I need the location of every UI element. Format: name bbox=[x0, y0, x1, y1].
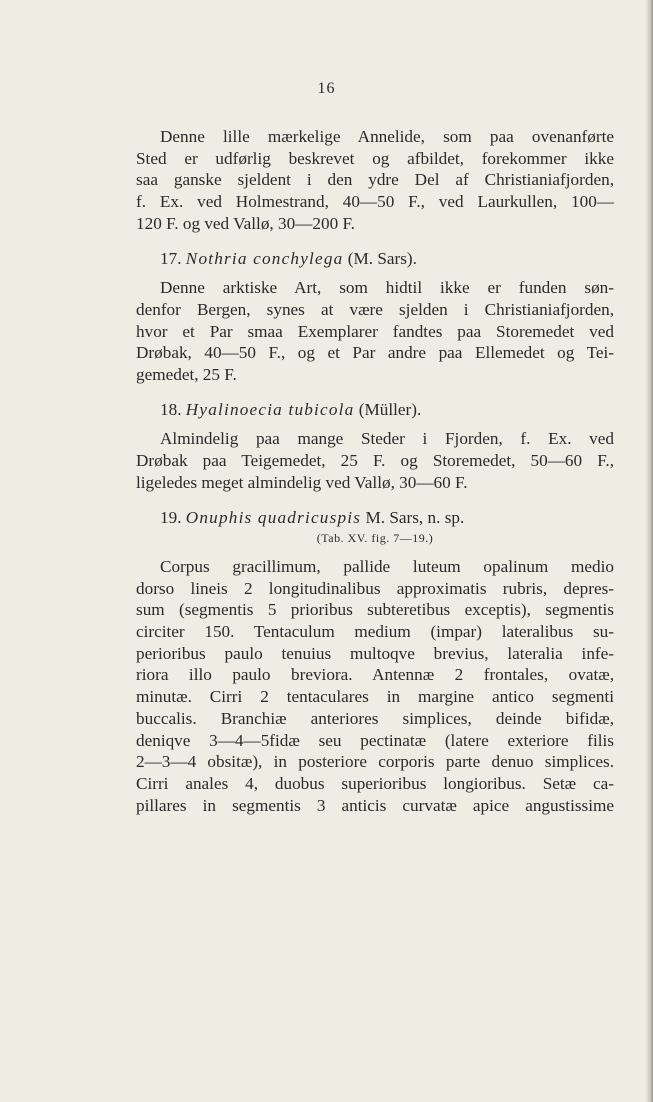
body-text bbox=[136, 126, 614, 816]
species-author: (M. Sars). bbox=[347, 248, 417, 268]
species-19-paragraph bbox=[136, 556, 614, 816]
species-number: 18. bbox=[160, 399, 182, 419]
species-heading-18 bbox=[136, 399, 614, 421]
text-line: dorso lineis 2 longitudinalibus approximatis rubris, depres- bbox=[136, 578, 614, 598]
page-edge bbox=[645, 0, 653, 1102]
plate-reference: (Tab. XV. fig. 7—19.) bbox=[316, 531, 434, 546]
text-line: pillares in segmentis 3 anticis curvatæ apice angustissime bbox=[136, 795, 614, 815]
text-line: f. Ex. ved Holmestrand, 40—50 F., ved Laurkullen, 100— bbox=[136, 192, 614, 212]
text-line: Almindelig paa mange Steder i Fjorden, f. Ex. ved bbox=[160, 429, 614, 449]
species-author: (Müller). bbox=[358, 399, 422, 419]
text-line: Denne lille mærkelige Annelide, som paa ovenanførte bbox=[160, 127, 614, 146]
text-line: Drøbak, 40—50 F., og et Par andre paa Ellemedet og Tei- bbox=[136, 343, 614, 363]
text-line: Sted er udførlig beskrevet og afbildet, forekommer ikke bbox=[136, 148, 614, 168]
text-line: hvor et Par smaa Exemplarer fandtes paa Storemedet ved bbox=[136, 321, 614, 341]
species-number: 17. bbox=[160, 248, 182, 268]
species-heading-17 bbox=[136, 248, 614, 270]
text-line: minutæ. Cirri 2 tentaculares in margine antico segmenti bbox=[136, 687, 614, 707]
text-line: circiter 150. Tentaculum medium (impar) lateralibus su- bbox=[136, 622, 614, 642]
species-author: M. Sars, n. sp. bbox=[365, 507, 465, 527]
species-name: Onuphis quadricuspis bbox=[185, 507, 362, 527]
species-18-paragraph bbox=[136, 428, 614, 493]
species-name: Nothria conchylega bbox=[185, 248, 344, 268]
text-line: riora illo paulo breviora. Antennæ 2 frontales, ovatæ, bbox=[136, 665, 614, 685]
species-17-paragraph bbox=[136, 277, 614, 386]
text-line: sum (segmentis 5 prioribus subteretibus exceptis), segmentis bbox=[136, 600, 614, 620]
intro-paragraph bbox=[136, 126, 614, 235]
text-line: Denne arktiske Art, som hidtil ikke er funden søn- bbox=[160, 278, 614, 298]
text-line: saa ganske sjeldent i den ydre Del af Christianiafjorden, bbox=[136, 170, 614, 190]
text-line: deniqve 3—4—5fidæ seu pectinatæ (latere exteriore filis bbox=[136, 730, 614, 750]
text-line: gemedet, 25 F. bbox=[136, 365, 237, 385]
text-line: Drøbak paa Teigemedet, 25 F. og Storemedet, 50—60 F., bbox=[136, 451, 614, 471]
species-number: 19. bbox=[160, 507, 182, 527]
text-line: Cirri anales 4, duobus superioribus longioribus. Setæ ca- bbox=[136, 773, 614, 793]
text-line: buccalis. Branchiæ anteriores simplices, deinde bifidæ, bbox=[136, 708, 614, 728]
text-line: ligeledes meget almindelig ved Vallø, 30—60 F. bbox=[136, 472, 468, 492]
text-line: denfor Bergen, synes at være sjelden i Christianiafjorden, bbox=[136, 299, 614, 319]
species-heading-19 bbox=[136, 507, 614, 529]
text-line: 120 F. og ved Vallø, 30—200 F. bbox=[136, 213, 355, 233]
species-name: Hyalinoecia tubicola bbox=[185, 399, 355, 419]
text-line: perioribus paulo tenuius multoqve brevius, lateralia infe- bbox=[136, 643, 614, 663]
text-line: Corpus gracillimum, pallide luteum opalinum medio bbox=[160, 556, 614, 576]
text-line: 2—3—4 obsitæ), in posteriore corporis parte denuo simplices. bbox=[136, 752, 614, 772]
page-number: 16 bbox=[317, 80, 336, 97]
